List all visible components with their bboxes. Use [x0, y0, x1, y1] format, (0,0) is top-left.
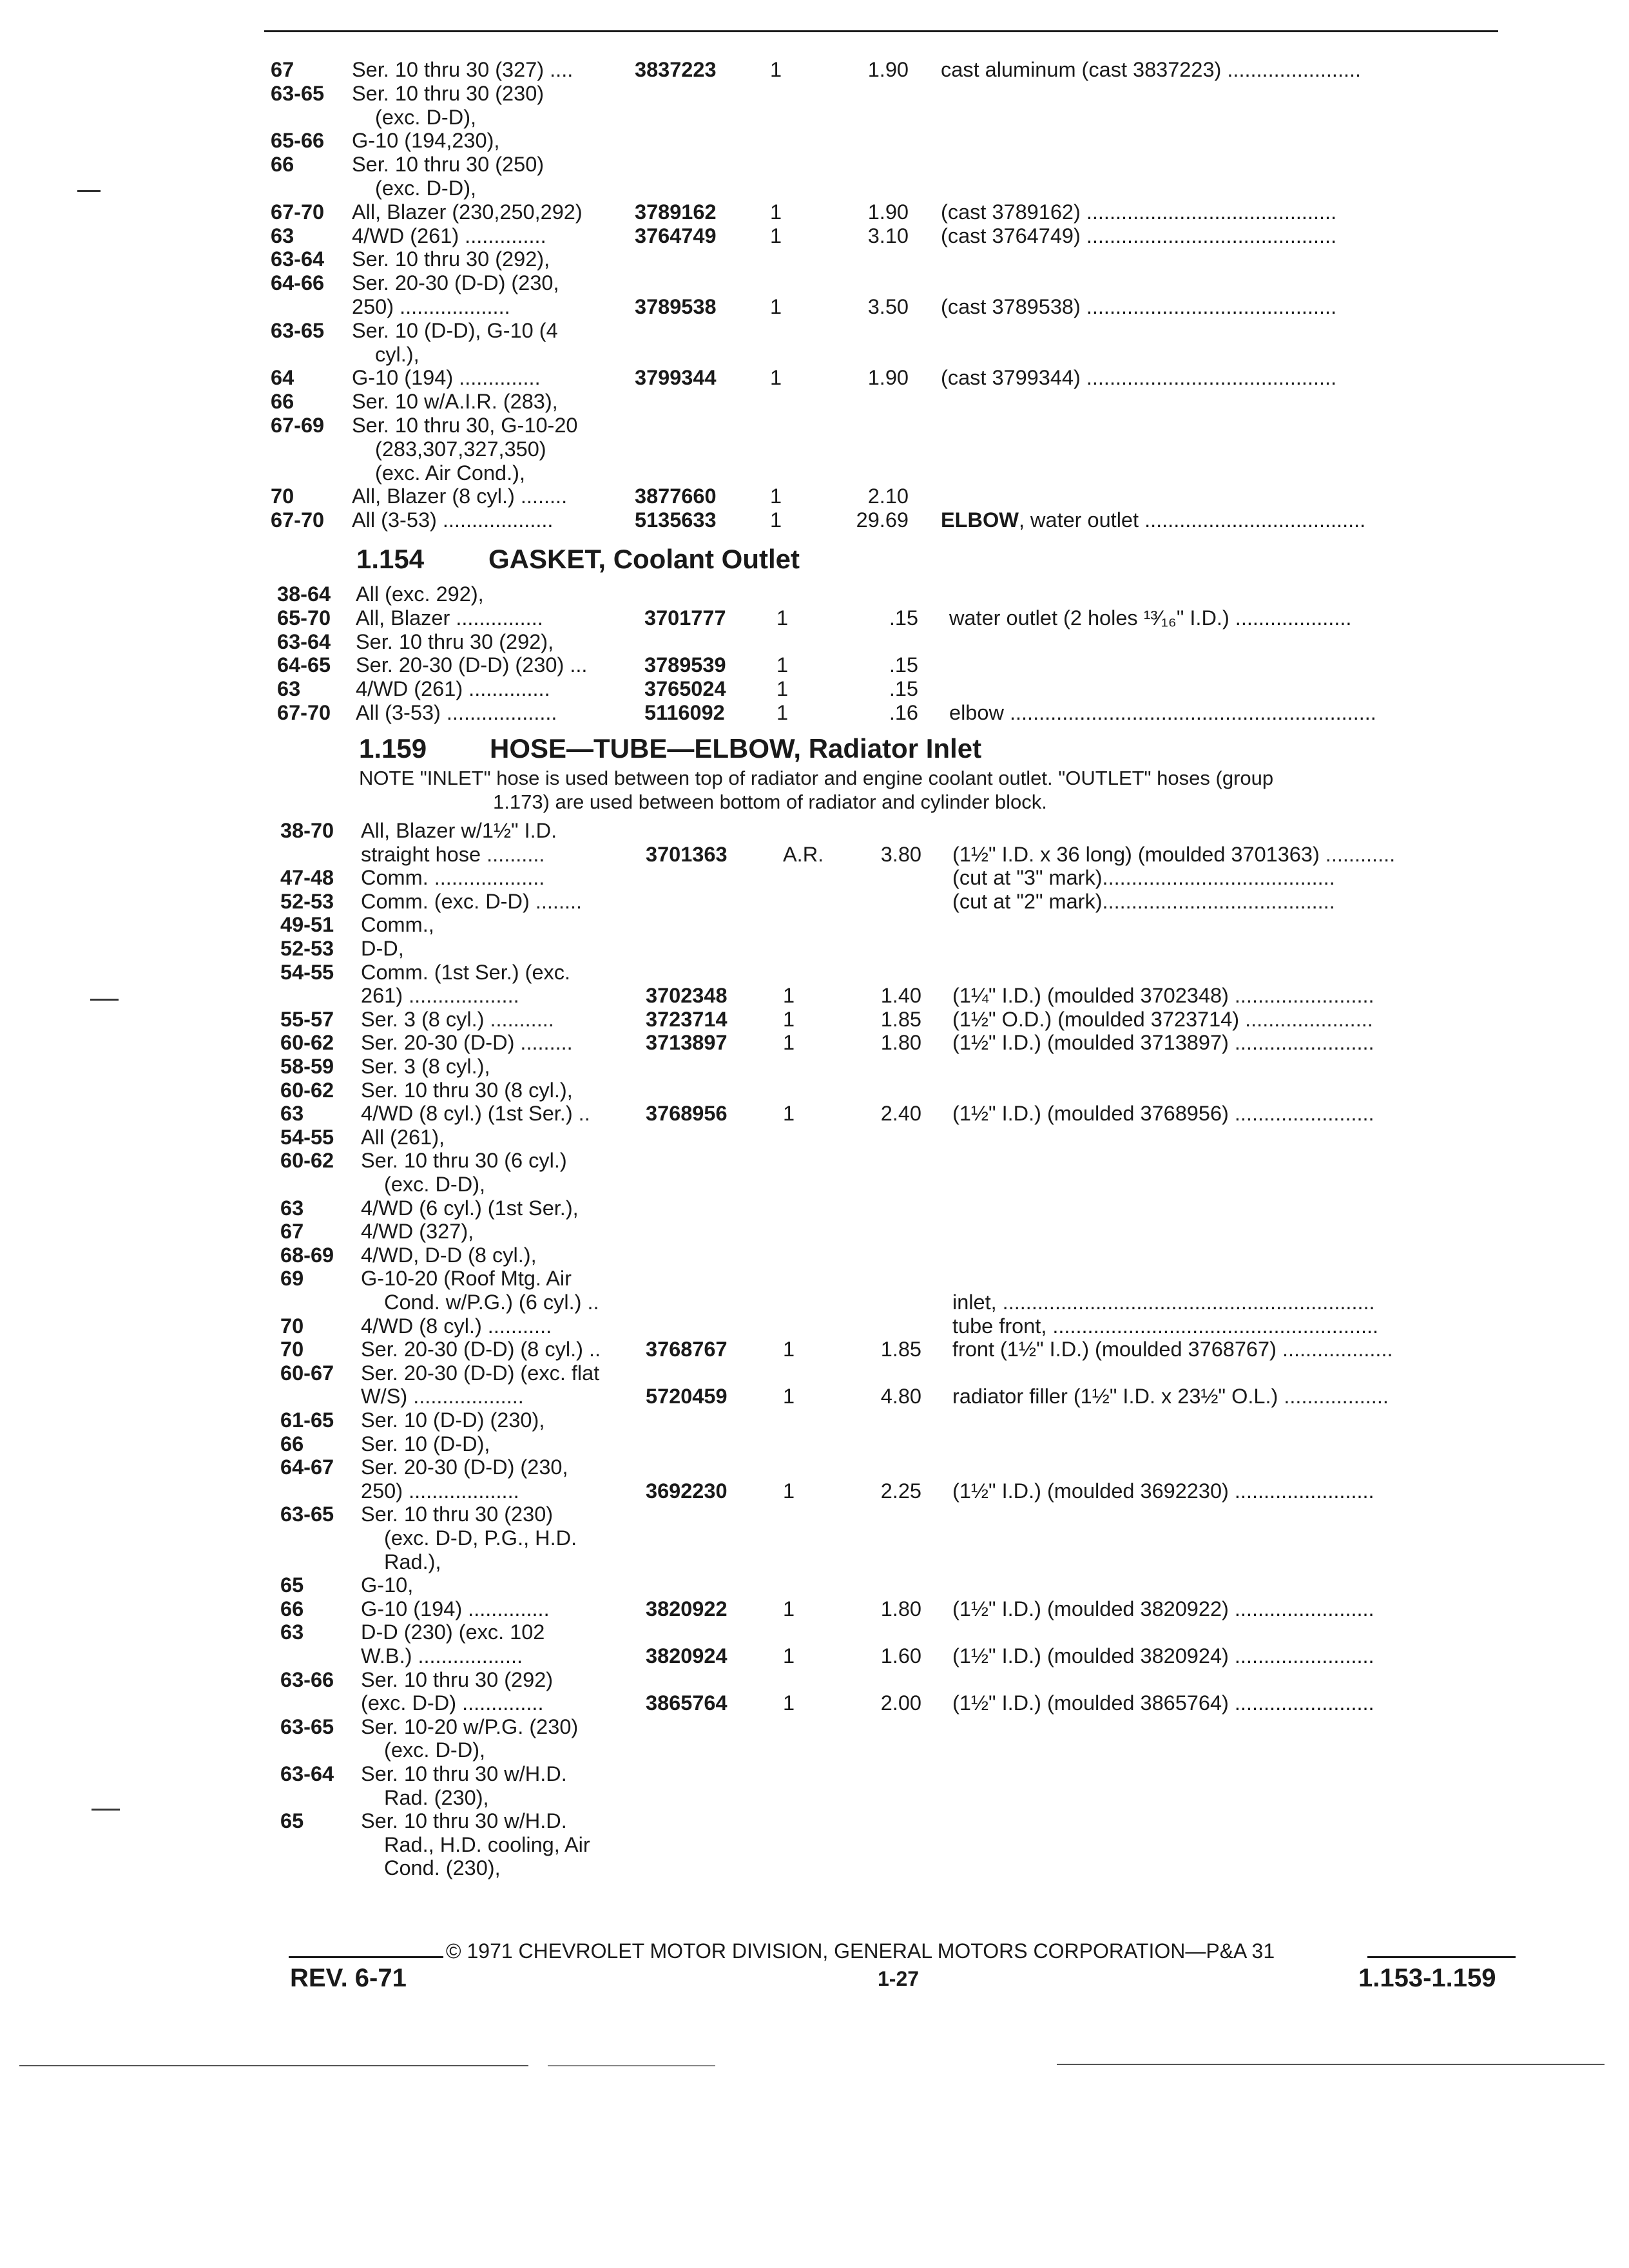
remark-cell: (1½" I.D.) (moulded 3692230) ........................	[952, 1479, 1374, 1503]
part-number-cell: 3702348	[646, 984, 728, 1008]
description-cell: Rad., H.D. cooling, Air	[384, 1832, 590, 1856]
scan-edge-line-2	[548, 2065, 715, 2066]
part-number-cell: 3877660	[635, 485, 717, 508]
remark-cell: (1½" I.D.) (moulded 3768956) ........................	[952, 1102, 1374, 1126]
year-cell: 60-62	[280, 1078, 334, 1102]
quantity-cell: 1	[770, 295, 782, 318]
description-cell: All, Blazer ...............	[356, 606, 543, 629]
section-159-title: HOSE—TUBE—ELBOW, Radiator Inlet	[490, 733, 982, 764]
remark-cell: (1½" I.D.) (moulded 3820922) ........................	[952, 1597, 1374, 1620]
year-cell: 63-65	[280, 1715, 334, 1738]
remark-cell: (1½" I.D. x 36 long) (moulded 3701363) ............	[952, 842, 1396, 866]
description-cell: Ser. 20-30 (D-D) .........	[361, 1031, 573, 1055]
part-number-cell: 3765024	[644, 677, 726, 701]
part-number-cell: 3799344	[635, 366, 717, 390]
description-cell: Comm.,	[361, 913, 434, 937]
description-cell: D-D,	[361, 937, 404, 960]
description-cell: W/S) ...................	[361, 1385, 524, 1408]
description-cell: D-D (230) (exc. 102	[361, 1620, 545, 1644]
year-cell: 63-65	[271, 81, 325, 105]
year-cell: 67-70	[271, 200, 325, 224]
description-cell: Ser. 10 thru 30 (292)	[361, 1667, 554, 1691]
remark-cell: elbow ...............................................................	[949, 701, 1376, 724]
year-cell: 63-64	[271, 247, 325, 271]
year-cell: 64	[271, 366, 294, 390]
section-159-number: 1.159	[359, 733, 427, 764]
description-cell: Ser. 20-30 (D-D) (8 cyl.) ..	[361, 1338, 601, 1361]
description-cell: Ser. 20-30 (D-D) (230,	[361, 1456, 568, 1479]
year-cell: 63-64	[277, 629, 331, 653]
description-cell: Ser. 3 (8 cyl.) ...........	[361, 1007, 554, 1031]
description-cell: Ser. 20-30 (D-D) (exc. flat	[361, 1361, 600, 1385]
description-cell: (exc. D-D) ..............	[361, 1691, 544, 1715]
description-cell: Ser. 10 thru 30 (327) ....	[352, 58, 574, 81]
year-cell: 64-66	[271, 271, 325, 295]
description-cell: Ser. 20-30 (D-D) (230) ...	[356, 653, 588, 677]
description-cell: Ser. 10 (D-D) (230),	[361, 1408, 545, 1432]
description-cell: (exc. D-D),	[384, 1173, 486, 1196]
year-cell: 49-51	[280, 913, 334, 937]
description-cell: G-10 (194) ..............	[361, 1597, 550, 1620]
description-cell: Ser. 3 (8 cyl.),	[361, 1055, 490, 1078]
remark-cell: (cut at "2" mark)........................................	[952, 889, 1335, 913]
section-159-note: NOTE "INLET" hose is used between top of radiator and engine coolant outlet. "OUTLET" hoses (group	[359, 767, 1274, 789]
part-number-cell: 3789162	[635, 200, 717, 224]
description-cell: Ser. 10 thru 30 (230)	[361, 1503, 554, 1526]
description-cell: 261) ...................	[361, 984, 519, 1008]
description-cell: 4/WD (261) ..............	[352, 224, 546, 247]
description-cell: (283,307,327,350)	[375, 437, 546, 461]
description-cell: Ser. 20-30 (D-D) (230,	[352, 271, 559, 295]
part-number-cell: 3837223	[635, 58, 717, 81]
price-cell: 1.90	[867, 200, 909, 224]
year-cell: 67-69	[271, 414, 325, 437]
year-cell: 65-66	[271, 129, 325, 153]
description-cell: G-10-20 (Roof Mtg. Air	[361, 1267, 572, 1291]
description-cell: Ser. 10 thru 30 (6 cyl.)	[361, 1149, 567, 1173]
remark-cell: cast aluminum (cast 3837223) .......................	[941, 58, 1362, 81]
part-number-cell: 3701363	[646, 842, 728, 866]
year-cell: 66	[280, 1597, 304, 1620]
description-cell: Comm. (exc. D-D) ........	[361, 889, 583, 913]
description-cell: G-10,	[361, 1573, 414, 1597]
description-cell: All, Blazer (230,250,292)	[352, 200, 583, 224]
year-cell: 63	[280, 1102, 304, 1126]
year-cell: 38-64	[277, 582, 331, 606]
part-number-cell: 3789539	[644, 653, 726, 677]
description-cell: 4/WD (8 cyl.) ...........	[361, 1314, 552, 1338]
remark-cell: front (1½" I.D.) (moulded 3768767) ...................	[952, 1338, 1393, 1361]
description-cell: Ser. 10 thru 30 (292),	[356, 629, 554, 653]
year-cell: 63	[277, 677, 301, 701]
remark-cell: (cut at "3" mark)........................................	[952, 866, 1335, 890]
part-number-cell: 3768767	[646, 1338, 728, 1361]
description-cell: Ser. 10 thru 30 (250)	[352, 153, 545, 177]
section-159-note-cont: 1.173) are used between bottom of radiator and cylinder block.	[493, 791, 1047, 813]
quantity-cell: 1	[770, 485, 782, 508]
remark-cell: (1¼" I.D.) (moulded 3702348) ........................	[952, 984, 1374, 1008]
price-cell: 4.80	[880, 1385, 921, 1408]
price-cell: 1.80	[880, 1031, 921, 1055]
year-cell: 66	[271, 390, 294, 414]
description-cell: 4/WD (261) ..............	[356, 677, 550, 701]
quantity-cell: 1	[776, 677, 789, 701]
year-cell: 65	[280, 1809, 304, 1833]
description-cell: Rad. (230),	[384, 1785, 489, 1809]
description-cell: 250) ...................	[361, 1479, 519, 1503]
year-cell: 63	[271, 224, 294, 247]
description-cell: G-10 (194,230),	[352, 129, 500, 153]
quantity-cell: A.R.	[783, 842, 824, 866]
quantity-cell: 1	[783, 1007, 795, 1031]
part-number-cell: 5720459	[646, 1385, 728, 1408]
price-cell: 2.25	[880, 1479, 921, 1503]
margin-tick	[77, 190, 101, 192]
year-cell: 66	[280, 1432, 304, 1456]
year-cell: 63	[280, 1196, 304, 1220]
remark-cell: inlet, ................................................................	[952, 1291, 1375, 1314]
quantity-cell: 1	[776, 653, 789, 677]
part-number-cell: 3865764	[646, 1691, 728, 1715]
margin-tick	[90, 999, 119, 1001]
remark-cell: ELBOW, water outlet ......................................	[941, 508, 1366, 532]
price-cell: 3.10	[867, 224, 909, 247]
description-cell: Rad.),	[384, 1550, 441, 1573]
description-cell: cyl.),	[375, 342, 419, 366]
part-number-cell: 5116092	[644, 701, 725, 724]
year-cell: 68-69	[280, 1243, 334, 1267]
description-cell: 4/WD, D-D (8 cyl.),	[361, 1243, 537, 1267]
description-cell: (exc. D-D),	[375, 105, 477, 129]
description-cell: Ser. 10-20 w/P.G. (230)	[361, 1715, 579, 1738]
year-cell: 52-53	[280, 889, 334, 913]
price-cell: 1.90	[867, 366, 909, 390]
description-cell: G-10 (194) ..............	[352, 366, 541, 390]
footer-rule-left	[289, 1956, 443, 1958]
quantity-cell: 1	[783, 1338, 795, 1361]
year-cell: 55-57	[280, 1007, 334, 1031]
description-cell: Ser. 10 thru 30 (230)	[352, 81, 545, 105]
year-cell: 67-70	[277, 701, 331, 724]
year-cell: 47-48	[280, 866, 334, 890]
description-cell: Comm. (1st Ser.) (exc.	[361, 960, 571, 984]
remark-cell: water outlet (2 holes ¹³⁄₁₆" I.D.) ....................	[949, 606, 1352, 629]
part-number-cell: 3820924	[646, 1644, 728, 1667]
year-cell: 64-65	[277, 653, 331, 677]
part-number-cell: 3692230	[646, 1479, 728, 1503]
year-cell: 63-66	[280, 1667, 334, 1691]
quantity-cell: 1	[770, 200, 782, 224]
price-cell: .15	[889, 677, 918, 701]
description-cell: All (exc. 292),	[356, 582, 484, 606]
price-cell: 29.69	[856, 508, 909, 532]
description-cell: 4/WD (6 cyl.) (1st Ser.),	[361, 1196, 579, 1220]
part-number-cell: 3820922	[646, 1597, 728, 1620]
quantity-cell: 1	[776, 701, 789, 724]
part-number-cell: 3723714	[646, 1007, 728, 1031]
price-cell: 1.90	[867, 58, 909, 81]
quantity-cell: 1	[776, 606, 789, 629]
description-cell: 4/WD (8 cyl.) (1st Ser.) ..	[361, 1102, 590, 1126]
price-cell: .16	[889, 701, 918, 724]
quantity-cell: 1	[770, 366, 782, 390]
margin-tick	[92, 1809, 120, 1811]
year-cell: 63	[280, 1620, 304, 1644]
description-cell: Ser. 10 (D-D),	[361, 1432, 490, 1456]
year-cell: 70	[280, 1338, 304, 1361]
year-cell: 64-67	[280, 1456, 334, 1479]
remark-cell: tube front, ........................................................	[952, 1314, 1379, 1338]
description-cell: All (261),	[361, 1125, 445, 1149]
description-cell: All (3-53) ...................	[352, 508, 554, 532]
year-cell: 60-62	[280, 1149, 334, 1173]
price-cell: 1.60	[880, 1644, 921, 1667]
description-cell: (exc. Air Cond.),	[375, 461, 525, 485]
remark-cell: (cast 3799344) ...........................................	[941, 366, 1337, 390]
year-cell: 38-70	[280, 819, 334, 842]
description-cell: Ser. 10 thru 30 w/H.D.	[361, 1762, 567, 1785]
part-number-cell: 3713897	[646, 1031, 728, 1055]
year-cell: 66	[271, 153, 294, 177]
description-cell: Ser. 10 (D-D), G-10 (4	[352, 318, 558, 342]
price-cell: 1.40	[880, 984, 921, 1008]
year-cell: 61-65	[280, 1408, 334, 1432]
year-cell: 67	[271, 58, 294, 81]
part-number-cell: 3789538	[635, 295, 717, 318]
part-number-cell: 5135633	[635, 508, 717, 532]
description-cell: straight hose ..........	[361, 842, 545, 866]
top-rule	[264, 30, 1498, 32]
year-cell: 65-70	[277, 606, 331, 629]
remark-cell: (cast 3789538) ...........................................	[941, 295, 1337, 318]
price-cell: 3.80	[880, 842, 921, 866]
copyright-line: © 1971 CHEVROLET MOTOR DIVISION, GENERAL MOTORS CORPORATION—P&A 31	[446, 1939, 1275, 1963]
year-cell: 52-53	[280, 937, 334, 960]
description-cell: Ser. 10 thru 30, G-10-20	[352, 414, 578, 437]
description-cell: 4/WD (327),	[361, 1220, 474, 1244]
footer-rule-right	[1367, 1956, 1516, 1958]
scan-edge-line-3	[1057, 2064, 1605, 2065]
price-cell: .15	[889, 653, 918, 677]
year-cell: 60-67	[280, 1361, 334, 1385]
description-cell: (exc. D-D),	[375, 177, 477, 200]
price-cell: 1.85	[880, 1007, 921, 1031]
year-cell: 70	[271, 485, 294, 508]
group-range: 1.153-1.159	[1358, 1964, 1496, 1992]
description-cell: W.B.) ..................	[361, 1644, 523, 1667]
description-cell: All, Blazer (8 cyl.) ........	[352, 485, 568, 508]
remark-cell: radiator filler (1½" I.D. x 23½" O.L.) ..................	[952, 1385, 1389, 1408]
quantity-cell: 1	[783, 984, 795, 1008]
year-cell: 60-62	[280, 1031, 334, 1055]
description-cell: Ser. 10 thru 30 w/H.D.	[361, 1809, 567, 1833]
year-cell: 58-59	[280, 1055, 334, 1078]
year-cell: 63-65	[280, 1503, 334, 1526]
price-cell: 2.10	[867, 485, 909, 508]
year-cell: 63-64	[280, 1762, 334, 1785]
quantity-cell: 1	[783, 1031, 795, 1055]
description-cell: Ser. 10 thru 30 (292),	[352, 247, 550, 271]
price-cell: .15	[889, 606, 918, 629]
year-cell: 65	[280, 1573, 304, 1597]
year-cell: 63-65	[271, 318, 325, 342]
remark-cell: (1½" I.D.) (moulded 3713897) ........................	[952, 1031, 1374, 1055]
quantity-cell: 1	[770, 224, 782, 247]
remark-cell: (1½" O.D.) (moulded 3723714) ......................	[952, 1007, 1373, 1031]
scan-edge-line-1	[19, 2065, 528, 2066]
quantity-cell: 1	[783, 1385, 795, 1408]
year-cell: 70	[280, 1314, 304, 1338]
quantity-cell: 1	[783, 1597, 795, 1620]
section-154-title: GASKET, Coolant Outlet	[488, 544, 800, 574]
year-cell: 67	[280, 1220, 304, 1244]
price-cell: 1.85	[880, 1338, 921, 1361]
quantity-cell: 1	[783, 1102, 795, 1126]
price-cell: 1.80	[880, 1597, 921, 1620]
year-cell: 54-55	[280, 1125, 334, 1149]
description-cell: Comm. ...................	[361, 866, 545, 890]
description-cell: Cond. (230),	[384, 1856, 501, 1880]
price-cell: 2.00	[880, 1691, 921, 1715]
description-cell: Ser. 10 w/A.I.R. (283),	[352, 390, 558, 414]
page-number: 1-27	[878, 1967, 920, 1990]
remark-cell: (1½" I.D.) (moulded 3820924) ........................	[952, 1644, 1374, 1667]
quantity-cell: 1	[770, 58, 782, 81]
year-cell: 54-55	[280, 960, 334, 984]
price-cell: 2.40	[880, 1102, 921, 1126]
remark-cell: (cast 3789162) ...........................................	[941, 200, 1337, 224]
quantity-cell: 1	[783, 1479, 795, 1503]
year-cell: 69	[280, 1267, 304, 1291]
remark-cell: (cast 3764749) ...........................................	[941, 224, 1337, 247]
quantity-cell: 1	[783, 1691, 795, 1715]
description-cell: All (3-53) ...................	[356, 701, 557, 724]
part-number-cell: 3764749	[635, 224, 717, 247]
revision-label: REV. 6-71	[290, 1964, 407, 1992]
description-cell: All, Blazer w/1½" I.D.	[361, 819, 557, 842]
quantity-cell: 1	[783, 1644, 795, 1667]
part-number-cell: 3768956	[646, 1102, 728, 1126]
description-cell: (exc. D-D, P.G., H.D.	[384, 1526, 577, 1550]
quantity-cell: 1	[770, 508, 782, 532]
part-number-cell: 3701777	[644, 606, 726, 629]
section-154-number: 1.154	[356, 544, 425, 574]
description-cell: Ser. 10 thru 30 (8 cyl.),	[361, 1078, 573, 1102]
price-cell: 3.50	[867, 295, 909, 318]
remark-cell: (1½" I.D.) (moulded 3865764) ........................	[952, 1691, 1374, 1715]
description-cell: 250) ...................	[352, 295, 510, 318]
description-cell: Cond. w/P.G.) (6 cyl.) ..	[384, 1291, 599, 1314]
year-cell: 67-70	[271, 508, 325, 532]
description-cell: (exc. D-D),	[384, 1738, 486, 1762]
